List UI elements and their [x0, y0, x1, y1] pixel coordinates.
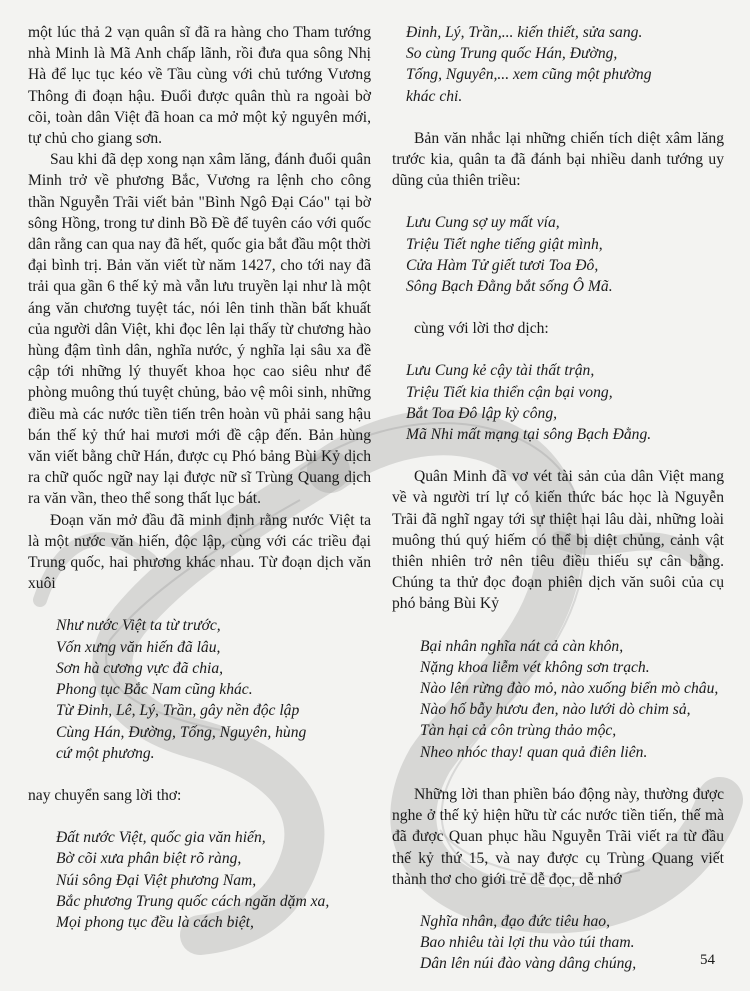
paragraph-transition: nay chuyển sang lời thơ: — [28, 786, 182, 804]
verse-line: Nào lên rừng đào mỏ, nào xuống biển mò châu, — [420, 680, 719, 698]
verse-line: Lưu Cung sợ uy mất vía, — [406, 214, 560, 232]
verse-line: Bắc phương Trung quốc cách ngăn dặm xa, — [56, 892, 330, 910]
verse-line: Từ Đinh, Lê, Lý, Trần, gây nền độc lập — [56, 702, 300, 720]
verse-line: Mã Nhi mất mạng tại sông Bạch Đằng. — [406, 426, 652, 444]
verse-line: Đinh, Lý, Trần,... kiến thiết, sửa sang. — [406, 24, 643, 41]
verse-line: Nào hố bẫy hươu đen, nào lưới dò chim sả, — [420, 701, 691, 719]
verse-poem-translation — [28, 827, 371, 933]
verse-victories-poem — [392, 360, 724, 445]
verse-line: Như nước Việt ta từ trước, — [56, 617, 221, 635]
verse-line: Mọi phong tục đều là cách biệt, — [56, 913, 254, 931]
page-number: 54 — [700, 952, 715, 968]
verse-line: khác chi. — [406, 87, 463, 105]
verse-line: Cùng Hán, Đường, Tống, Nguyên, hùng — [56, 723, 307, 741]
verse-line: Dân lên núi đào vàng dâng chúng, — [420, 955, 637, 973]
paragraph-poem-intro: cùng với lời thơ dịch: — [414, 320, 549, 338]
verse-line: Nghĩa nhân, đạo đức tiêu hao, — [420, 912, 610, 930]
paragraph-opening: Đoạn văn mở đầu đã minh định rằng nước Việt ta là một nước văn hiến, độc lập, cùng với các triều đại Trung quốc, hai phương khác nhau. Từ đoạn dịch văn xuôi — [28, 511, 371, 593]
paragraph-environment: Quân Minh đã vơ vét tài sản của dân Việt mang về và người trí lự có kiến thức bác học là Nguyễn Trãi đã nghĩ ngay tới sự thiệt hại lâu dài, những loài muông thú quý hiếm có thể bị diệt chủng, cảnh vật thiên nhiên trở nên tiêu điều thiếu sự cân bằng. Chúng ta thử đọc đoạn phiên dịch văn suôi của cụ phó bảng Bùi Kỷ — [392, 468, 724, 613]
left-column — [28, 22, 371, 933]
paragraph-victories: Bản văn nhắc lại những chiến tích diệt xâm lăng trước kia, quân ta đã đánh bại nhiều danh tướng uy dũng của thiên triều: — [392, 129, 724, 190]
verse-line: Đất nước Việt, quốc gia văn hiến, — [56, 829, 266, 847]
verse-line: Vốn xưng văn hiến đã lâu, — [56, 638, 221, 656]
verse-line: Núi sông Đại Việt phương Nam, — [56, 871, 257, 889]
verse-prose-translation — [28, 615, 371, 763]
verse-line: Phong tục Bắc Nam cũng khác. — [56, 681, 253, 699]
verse-line: Tống, Nguyên,... xem cũng một phường — [406, 66, 652, 84]
verse-line: Nheo nhóc thay! quan quả điên liên. — [420, 743, 648, 761]
verse-continuation — [392, 22, 724, 107]
verse-line: Bờ cõi xưa phân biệt rõ ràng, — [56, 850, 242, 868]
verse-line: Lưu Cung kẻ cậy tài thất trận, — [406, 362, 595, 380]
verse-line: cứ một phương. — [56, 744, 155, 762]
verse-line: So cùng Trung quốc Hán, Đường, — [406, 45, 618, 63]
verse-line: Sông Bạch Đằng bắt sống Ô Mã. — [406, 278, 613, 296]
verse-line: Bao nhiêu tài lợi thu vào túi tham. — [420, 934, 635, 952]
verse-line: Triệu Tiết nghe tiếng giật mình, — [406, 235, 603, 253]
verse-victories-prose — [392, 212, 724, 297]
verse-warnings-poem — [392, 911, 724, 975]
verse-line: Cửa Hàm Tử giết tươi Toa Đô, — [406, 256, 599, 274]
right-column — [392, 22, 724, 975]
verse-line: Tàn hại cả côn trùng thảo mộc, — [420, 722, 617, 740]
verse-line: Bại nhân nghĩa nát cả càn khôn, — [420, 637, 624, 655]
paragraph-warnings: Những lời than phiền báo động này, thường được nghe ở thế kỷ hiện hữu từ các nước tiền tiến, thế mà đã được Quan phục hầu Nguyễn Trãi viết ra từ đầu thế kỷ thứ 15, và nay được cụ Trùng Quang viết thành thơ cho giới trẻ dễ đọc, dễ nhớ — [392, 785, 724, 888]
verse-line: Bắt Toa Đô lập kỳ công, — [406, 404, 558, 422]
verse-line: Sơn hà cương vực đã chia, — [56, 659, 224, 677]
verse-environment-prose — [392, 636, 724, 763]
paragraph-binh-ngo: Sau khi đã dẹp xong nạn xâm lăng, đánh đuổi quân Minh trở về phương Bắc, Vương ra lệnh cho công thần Nguyễn Trãi viết bản "Bình Ngô Đại Cáo" tại bờ sông Hồng, trong tư dinh Bồ Đề để tuyên cáo với quốc dân rằng can qua nay đã hết, quốc gia bắt đầu một thời đại bình trị. Bản văn viết từ năm 1427, cho tới nay đã trải qua gần 6 thế kỷ mà vẫn lưu truyền lại như là một áng văn chương tuyệt tác, nói lên tinh thần bất khuất của người dân Việt, khi đọc lên lại thấy từ chương hào hùng đậm tình dân, nghĩa nước, ý nghĩa lại sâu xa đề cập tới những lý thuyết khoa học cao siêu như để phòng muông thú tuyệt chủng, bảo vệ môi sinh, những điều mà các nước tiền tiến trên hoàn vũ phải sang hậu bán thế kỷ thứ hai mươi mới đề cập đến. Bản hùng văn viết bằng chữ Hán, được cụ Phó bảng Bùi Kỷ dịch ra chữ quốc ngữ nay lại được nữ sĩ Trùng Quang dịch ra văn vần, theo thể song thất lục bát. — [28, 151, 371, 508]
verse-line: Triệu Tiết kia thiển cận bại vong, — [406, 383, 613, 401]
paragraph-intro: một lúc thả 2 vạn quân sĩ đã ra hàng cho Tham tướng nhà Minh là Mã Anh chấp lãnh, rồi đưa qua sông Nhị Hà để lục tục kéo về Tầu cùng với chủ tướng Vương Thông đi đoạn hậu. Đuổi được quân thù ra ngoài bờ cõi, toàn dân Việt đã hoan ca mở một kỷ nguyên mới, tự chủ cho giang sơn. — [28, 24, 371, 148]
verse-line: Nặng khoa liễm vét không sơn trạch. — [420, 658, 650, 676]
